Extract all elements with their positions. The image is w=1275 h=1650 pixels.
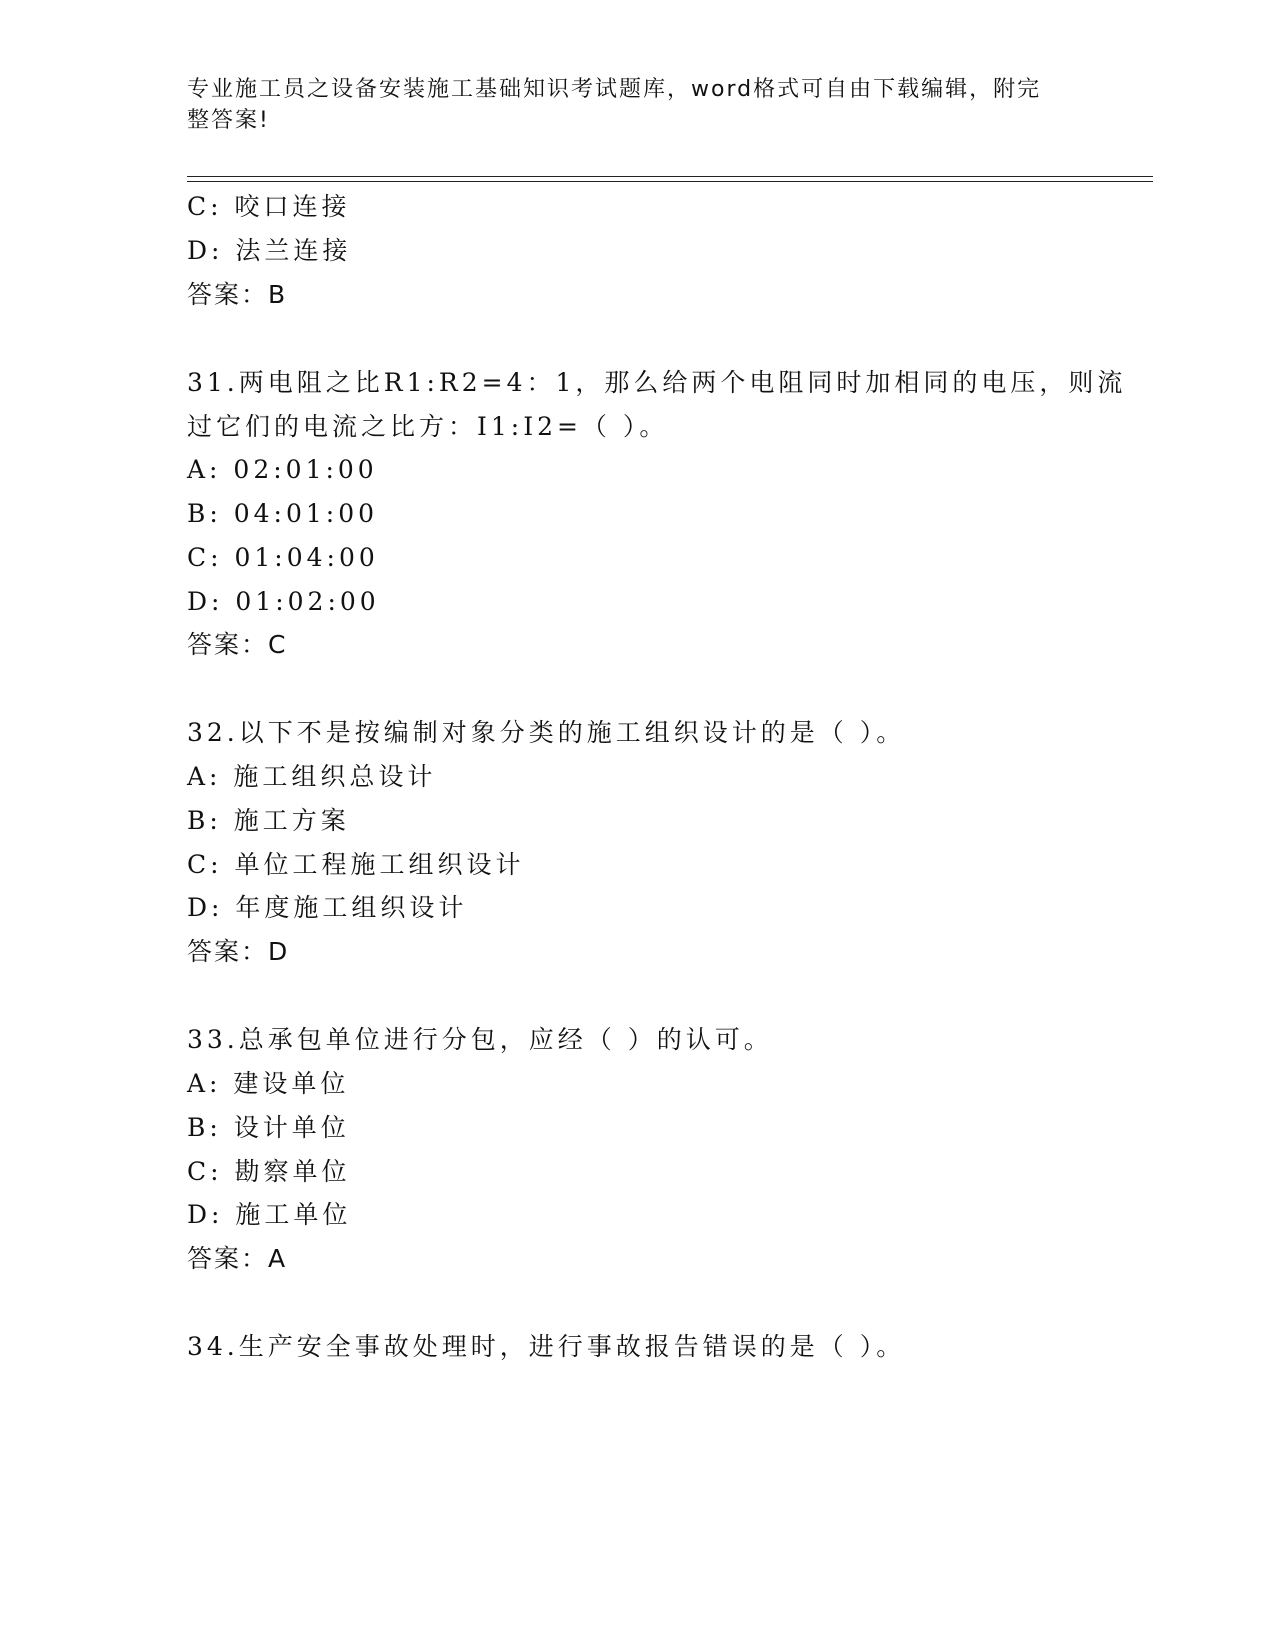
header-divider-top (187, 176, 1153, 177)
option-d: D: 法兰连接 (187, 236, 352, 265)
question-32-answer: 答案：D (187, 937, 290, 966)
question-31-option-b: B: 04:01:00 (187, 499, 379, 528)
question-32-option-a: A: 施工组织总设计 (187, 762, 437, 791)
question-31-option-a: A: 02:01:00 (187, 455, 378, 484)
question-31-stem-line-1: 31.两电阻之比R1:R2=4：1，那么给两个电阻同时加相同的电压，则流 (187, 368, 1127, 397)
question-32-option-c: C: 单位工程施工组织设计 (187, 850, 525, 879)
header-line-1: 专业施工员之设备安装施工基础知识考试题库，word格式可自由下载编辑，附完 (187, 77, 1042, 102)
question-31-option-c: C: 01:04:00 (187, 543, 379, 572)
header-line-2: 整答案! (187, 108, 270, 133)
question-31-option-d: D: 01:02:00 (187, 587, 380, 616)
question-32-option-b: B: 施工方案 (187, 806, 350, 835)
question-33-option-b: B: 设计单位 (187, 1113, 350, 1142)
question-31-answer: 答案：C (187, 630, 288, 659)
question-34-stem: 34.生产安全事故处理时，进行事故报告错误的是（ ）。 (187, 1332, 906, 1361)
question-33-stem: 33.总承包单位进行分包，应经（ ）的认可。 (187, 1025, 773, 1054)
question-33-answer: 答案：A (187, 1244, 288, 1273)
question-32-stem: 32.以下不是按编制对象分类的施工组织设计的是（ ）。 (187, 718, 906, 747)
question-31-stem-line-2: 过它们的电流之比方：I1:I2=（ ）。 (187, 412, 669, 441)
header-divider-bottom (187, 181, 1153, 182)
question-32-option-d: D: 年度施工组织设计 (187, 893, 468, 922)
question-33-option-d: D: 施工单位 (187, 1200, 352, 1229)
document-header (187, 74, 1067, 136)
question-33-option-c: C: 勘察单位 (187, 1157, 351, 1186)
question-33-option-a: A: 建设单位 (187, 1069, 350, 1098)
option-c: C: 咬口连接 (187, 192, 351, 221)
answer-text: 答案：B (187, 280, 288, 309)
